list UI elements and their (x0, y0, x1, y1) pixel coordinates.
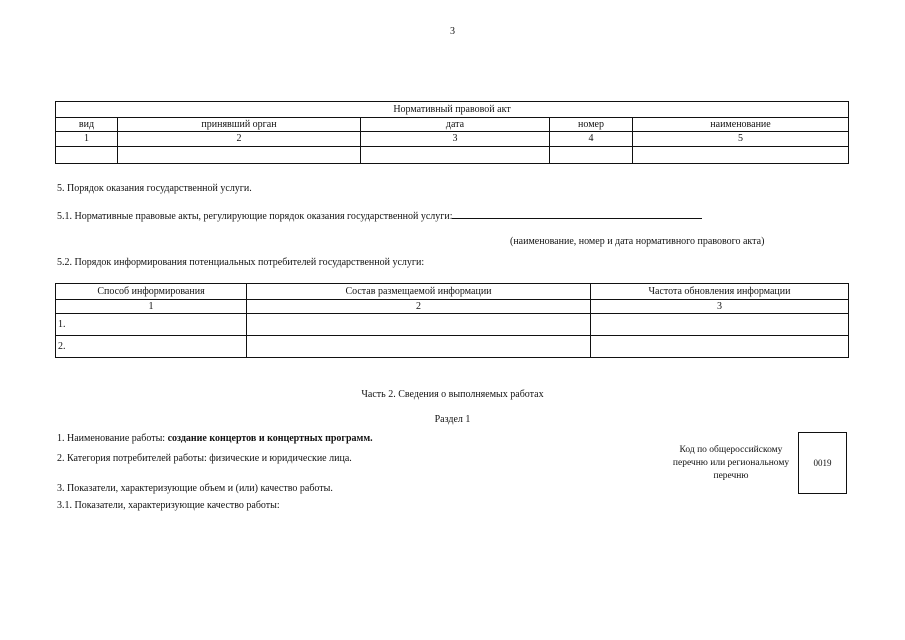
empty-cell[interactable] (591, 314, 849, 336)
column-number: 3 (591, 300, 849, 314)
empty-cell[interactable] (361, 147, 550, 164)
empty-cell[interactable] (591, 336, 849, 358)
header-number: номер (550, 118, 633, 132)
column-number: 4 (550, 132, 633, 147)
header-method: Способ информирования (56, 284, 247, 300)
registry-code-box: 0019 (798, 432, 847, 494)
column-number: 2 (247, 300, 591, 314)
column-number: 1 (56, 300, 247, 314)
column-number: 3 (361, 132, 550, 147)
header-frequency: Частота обновления информации (591, 284, 849, 300)
header-authority: принявший орган (118, 118, 361, 132)
item51-line (57, 209, 702, 222)
work-name-label: 1. Наименование работы: (57, 433, 168, 444)
empty-cell[interactable] (633, 147, 849, 164)
empty-cell[interactable] (56, 147, 118, 164)
item52-label: 5.2. Порядок информирования потенциальных потребителей государственной услуги: (57, 257, 425, 268)
header-content: Состав размещаемой информации (247, 284, 591, 300)
page-number: 3 (450, 26, 455, 37)
header-name: наименование (633, 118, 849, 132)
work-name-line (57, 433, 373, 444)
empty-cell[interactable] (247, 314, 591, 336)
header-date: дата (361, 118, 550, 132)
column-number: 5 (633, 132, 849, 147)
item51-label: 5.1. Нормативные правовые акты, регулирующие порядок оказания государственной услуги: (57, 211, 453, 222)
section-title: Раздел 1 (434, 414, 471, 425)
item51-blank-field[interactable] (452, 209, 702, 219)
part2-title: Часть 2. Сведения о выполняемых работах (361, 389, 544, 400)
empty-cell[interactable] (550, 147, 633, 164)
consumer-category: 2. Категория потребителей работы: физические и юридические лица. (57, 453, 352, 464)
registry-code-label: Код по общероссийскому перечню или региональному перечню (672, 445, 790, 481)
header-type: вид (56, 118, 118, 132)
quality-indicators-heading: 3.1. Показатели, характеризующие качество работы: (57, 500, 280, 511)
empty-cell[interactable] (118, 147, 361, 164)
row-label: 2. (56, 336, 247, 358)
indicators-heading: 3. Показатели, характеризующие объем и (или) качество работы. (57, 483, 333, 494)
section5-heading: 5. Порядок оказания государственной услуги. (57, 183, 252, 194)
legal-act-table (55, 101, 849, 164)
column-number: 1 (56, 132, 118, 147)
item51-caption: (наименование, номер и дата нормативного правового акта) (510, 236, 765, 247)
column-number: 2 (118, 132, 361, 147)
work-name-value: создание концертов и концертных программ. (167, 433, 373, 444)
information-method-table (55, 283, 849, 358)
legal-act-table-title: Нормативный правовой акт (56, 102, 849, 118)
row-label: 1. (56, 314, 247, 336)
empty-cell[interactable] (247, 336, 591, 358)
